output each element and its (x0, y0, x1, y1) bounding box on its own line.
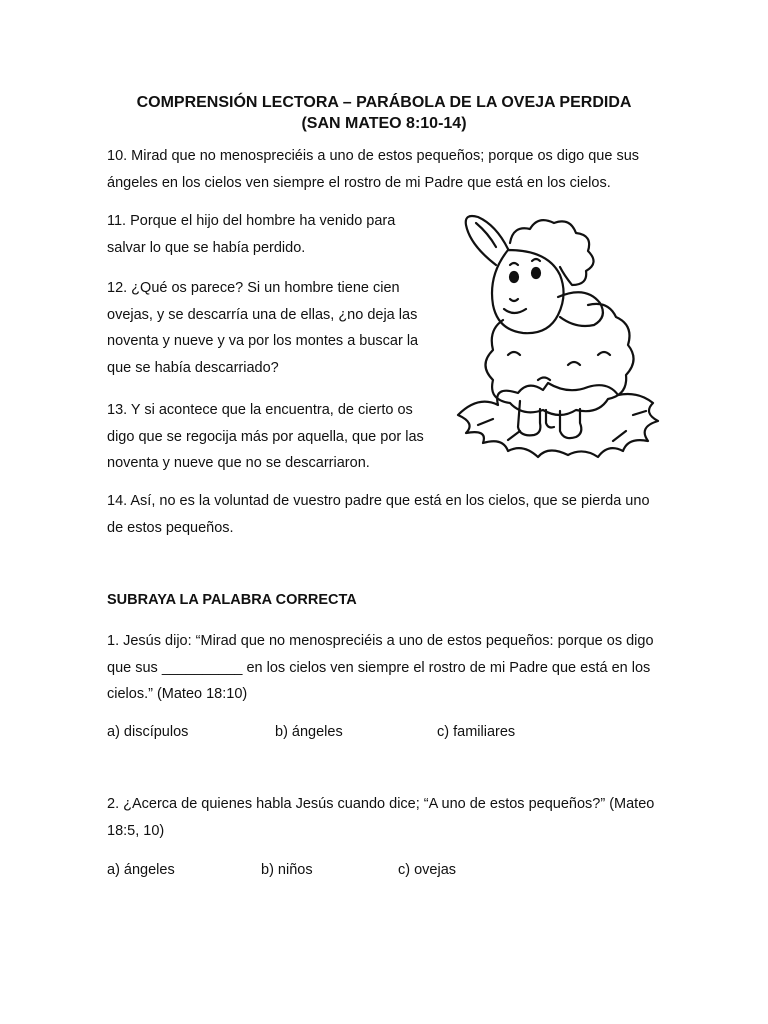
sheep-eye-right (532, 268, 540, 278)
verse-13: 13. Y si acontece que la encuentra, de cierto os digo que se regocija más por aquella, que por las noventa y nueve que no se descarriaron. (107, 402, 424, 471)
worksheet-title (80, 92, 688, 134)
option-1c[interactable]: c) familiares (437, 724, 516, 740)
sheep-leg-1 (518, 401, 540, 435)
section-title: SUBRAYA LA PALABRA CORRECTA (107, 592, 357, 608)
sheep-mouth (504, 309, 526, 313)
option-2c[interactable]: c) ovejas (398, 862, 457, 878)
verse-12: 12. ¿Qué os parece? Si un hombre tiene cien ovejas, y se descarría una de ellas, ¿no deja las noventa y nueve y va por los montes a buscar la que se había descarriado? (107, 280, 419, 376)
sheep-eye-left (510, 272, 518, 282)
question-1: 1. Jesús dijo: “Mirad que no menospreciéis a uno de estos pequeños: porque os digo que sus __________ en los cielos ven siempre el rostro de mi Padre que está en los cielos.” (Mateo 18:10) (107, 633, 654, 702)
option-2b[interactable]: b) niños (261, 862, 313, 878)
verse-10: 10. Mirad que no menospreciéis a uno de estos pequeños; porque os digo que sus ángeles en los cielos ven siempre el rostro de mi Padre que está en los cielos. (107, 148, 640, 191)
sheep-nose (510, 299, 518, 301)
verse-11: 11. Porque el hijo del hombre ha venido para salvar lo que se había perdido. (107, 213, 396, 256)
question-1-options (107, 724, 667, 746)
sheep-body (486, 304, 634, 415)
verse-14: 14. Así, no es la voluntad de vuestro padre que está en los cielos, que se pierda uno de estos pequeños. (107, 493, 650, 536)
question-2-options (107, 862, 667, 884)
option-1a[interactable]: a) discípulos (107, 724, 189, 740)
option-2a[interactable]: a) ángeles (107, 862, 175, 878)
sheep-ear-right (558, 292, 603, 326)
sheep-tuft (510, 220, 594, 285)
title-line-1: COMPRENSIÓN LECTORA – PARÁBOLA DE LA OVEJA PERDIDA (136, 94, 632, 111)
question-2: 2. ¿Acerca de quienes habla Jesús cuando dice; “A uno de estos pequeños?” (Mateo 18:5, 10) (107, 796, 655, 839)
sheep-illustration (448, 205, 668, 485)
title-line-2: (SAN MATEO 8:10-14) (301, 115, 467, 132)
option-1b[interactable]: b) ángeles (275, 724, 343, 740)
